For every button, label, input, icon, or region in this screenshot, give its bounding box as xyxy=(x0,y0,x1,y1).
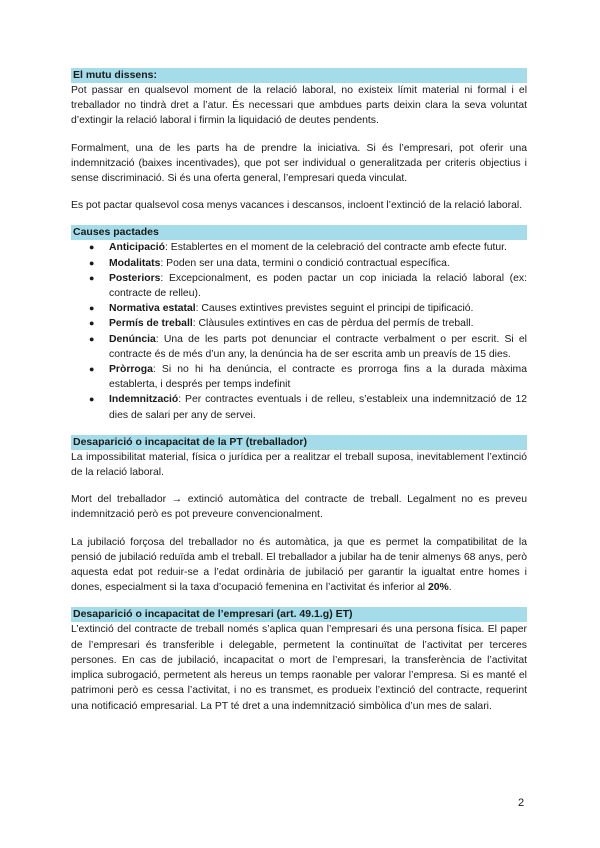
paragraph: Formalment, una de les parts ha de prendre la iniciativa. Si és l’empresari, pot oferir una indemnització (baixes incentivades), que pot ser individual o generalitzada per criteris objectius i sense discriminació. Si és una oferta general, l’empresari queda vinculat. xyxy=(71,142,527,185)
section-heading-mutu-dissens: El mutu dissens: xyxy=(71,68,527,83)
paragraph: L’extinció del contracte de treball només s’aplica quan l’empresari és una persona física. El paper de l’empresari és transferible i delegable, permetent la continuïtat de l’activitat per terceres persones. En cas de jubilació, incapacitat o mort de l’empresari, la transferència de l’activitat implica subrogació, permetent als hereus un temps raonable per valorar l’empresa. Si es manté el patrimoni però es cessa l’activitat, i no es transmet, es produeix l’extinció del contracte, requerint una notificació empresarial. La PT té dret a una indemnització simbòlica d’un mes de salari. xyxy=(71,624,527,712)
section-heading-empresari: Desaparició o incapacitat de l’empresari (art. 49.1.g) ET) xyxy=(71,607,527,622)
bullet-icon: ● xyxy=(89,364,95,375)
page-number: 2 xyxy=(518,797,525,809)
bullet-icon: ● xyxy=(89,242,95,253)
list-item: ● Normativa estatal: Causes extintives previstes seguint el principi de tipificació. xyxy=(71,301,527,316)
paragraph: Pot passar en qualsevol moment de la relació laboral, no existeix límit material ni formal i el treballador no tindrà dret a l’atur. És necessari que ambdues parts deixin clara la seva voluntat d’extingir la relació laboral i firmin la liquidació de deutes pendents. xyxy=(71,85,527,127)
list-item: ● Indemnització: Per contractes eventuals i de relleu, s’estableix una indemnització de 12 dies de salari per any de servei. xyxy=(89,394,527,421)
bullet-icon: ● xyxy=(89,303,95,314)
paragraph: Es pot pactar qualsevol cosa menys vacances i descansos, incloent l’extinció de la relació laboral. xyxy=(71,200,523,212)
list-item: ● Posteriors: Excepcionalment, es poden pactar un cop iniciada la relació laboral (ex: contracte de relleu). xyxy=(89,272,527,300)
bullet-icon: ● xyxy=(89,333,95,344)
causes-list xyxy=(71,240,527,422)
paragraph: La jubilació forçosa del treballador no és automàtica, ja que es permet la compatibilitat de la pensió de jubilació reduïda amb el treball. El treballador a jubilar ha de tenir almenys 68 anys, però aquesta edat pot reduir-se a l’edat ordinària de jubilació per garantir la igualtat entre homes i dones, especialment si la taxa d’ocupació femenina en l’activitat és inferior al 20%. xyxy=(71,536,527,594)
paragraph: Mort del treballador → extinció automàtica del contracte de treball. Legalment no es preveu indemnització però es pot preveure convencionalment. xyxy=(71,494,527,521)
document-page xyxy=(71,68,527,714)
section-heading-causes-pactades: Causes pactades xyxy=(71,225,527,240)
list-item: ● Anticipació: Establertes en el moment de la celebració del contracte amb efecte futur. xyxy=(71,240,527,255)
list-item: ● Pròrroga: Si no hi ha denúncia, el contracte es prorroga fins a la durada màxima establerta, i després per temps indefinit xyxy=(89,364,527,391)
bullet-icon: ● xyxy=(89,272,95,283)
list-item: ● Modalitats: Poden ser una data, termini o condició contractual específica. xyxy=(71,256,527,271)
list-item: ● Denúncia: Una de les parts pot denunciar el contracte verbalment o per escrit. Si el contracte és de més d’un any, la denúncia ha de ser escrita amb un preavís de 15 dies. xyxy=(89,333,527,360)
list-item: ● Permís de treball: Clàusules extintives en cas de pèrdua del permís de treball. xyxy=(71,316,527,331)
section-heading-pt: Desaparició o incapacitat de la PT (treballador) xyxy=(71,435,527,450)
paragraph: La impossibilitat material, física o jurídica per a realitzar el treball suposa, inevitablement l’extinció de la relació laboral. xyxy=(71,451,527,479)
bullet-icon: ● xyxy=(89,318,95,329)
bullet-icon: ● xyxy=(89,394,95,405)
bullet-icon: ● xyxy=(89,257,95,268)
